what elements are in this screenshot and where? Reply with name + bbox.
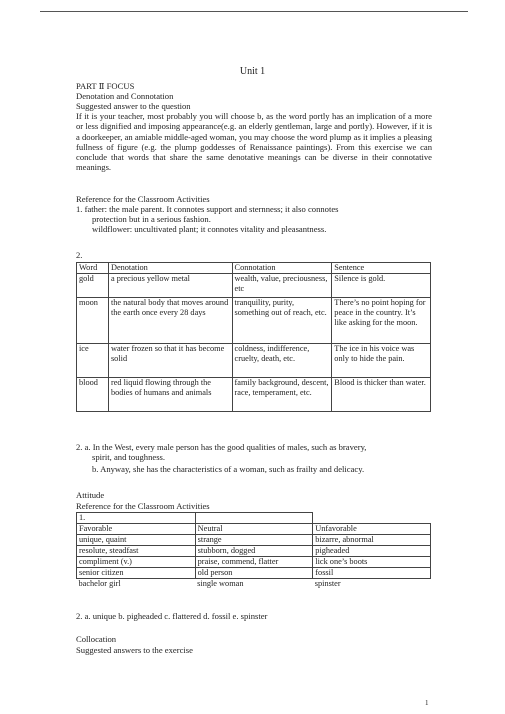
table-header: Neutral	[195, 524, 313, 535]
collocation-heading: Collocation	[76, 634, 117, 644]
table-row	[77, 378, 431, 412]
table-row	[77, 535, 431, 546]
table-cell: moon	[77, 298, 109, 344]
table-cell: wealth, value, preciousness, etc	[232, 274, 332, 298]
table-row	[77, 298, 431, 344]
table-header: Sentence	[332, 263, 431, 274]
answers-line: 2. a. unique b. pigheaded c. flattered d. fossil e. spinster	[76, 611, 268, 621]
table-cell: blood	[77, 378, 109, 412]
table-cell: unique, quaint	[77, 535, 196, 546]
table-cell: coldness, indifference, cruelty, death, etc.	[232, 344, 332, 378]
table-cell: The ice in his voice was only to hide the pain.	[332, 344, 431, 378]
table-cell: water frozen so that it has become solid	[108, 344, 232, 378]
suggested-answer-paragraph: If it is your teacher, most probably you will choose b, as the word portly has an implication of a more or less dignified and imposing appearance(e.g. an elderly gentleman, large and portly). However, if it is a doorkeeper, an amiable middle-aged woman, you may choose the word plump as it implies a pleasing fullness of figure (e.g. the plump goddesses of Renaissance paintings). From this exercise we can conclude that words that share the same denotative meanings can be diverse in their connotative meanings.	[76, 111, 432, 173]
suggested-answer-heading: Suggested answer to the question	[76, 101, 191, 111]
reference-heading-1: Reference for the Classroom Activities	[76, 194, 210, 204]
table-number-row	[77, 513, 431, 524]
page-title: Unit 1	[239, 66, 266, 77]
table-cell: family background, descent, race, temperament, etc.	[232, 378, 332, 412]
table-cell-empty	[313, 513, 431, 524]
table-cell: single woman	[197, 579, 244, 588]
item2-label: 2.	[76, 250, 83, 260]
table-cell: Blood is thicker than water.	[332, 378, 431, 412]
table-cell-empty	[195, 513, 313, 524]
table-cell: There’s no point hoping for peace in the country. It’s like asking for the moon.	[332, 298, 431, 344]
page-number: 1	[425, 699, 429, 707]
table-row	[77, 557, 431, 568]
table-cell: resolute, steadfast	[77, 546, 196, 557]
item2a-line1: 2. a. In the West, every male person has the good qualities of males, such as bravery,	[76, 442, 367, 452]
header-rule	[40, 11, 468, 12]
item2a-line2: spirit, and toughness.	[92, 452, 166, 462]
table-cell: gold	[77, 274, 109, 298]
table-cell: stubborn, dogged	[195, 546, 313, 557]
table-cell: compliment (v.)	[77, 557, 196, 568]
table-cell: strange	[195, 535, 313, 546]
table-header-row	[77, 263, 431, 274]
denotation-connotation-table	[76, 262, 431, 412]
table-cell: fossil	[313, 568, 431, 579]
collocation-subheading: Suggested answers to the exercise	[76, 645, 193, 655]
table-header: Favorable	[77, 524, 196, 535]
attitude-heading: Attitude	[76, 490, 105, 500]
table-cell: red liquid flowing through the bodies of humans and animals	[108, 378, 232, 412]
table-cell: bizarre, abnormal	[313, 535, 431, 546]
table-header: Unfavorable	[313, 524, 431, 535]
item1-line3: wildflower: uncultivated plant; it connotes vitality and pleasantness.	[92, 224, 327, 234]
item2b: b. Anyway, she has the characteristics of a woman, such as frailty and delicacy.	[92, 464, 365, 474]
table-row	[77, 546, 431, 557]
table-cell: pigheaded	[313, 546, 431, 557]
table-cell: ice	[77, 344, 109, 378]
table-cell: old person	[195, 568, 313, 579]
table-cell: praise, commend, flatter	[195, 557, 313, 568]
table-cell: lick one’s boots	[313, 557, 431, 568]
attitude-table	[76, 512, 431, 589]
table-header: Denotation	[108, 263, 232, 274]
denotation-heading: Denotation and Connotation	[76, 91, 174, 101]
item1-line2: protection but in a serious fashion.	[92, 214, 211, 224]
table-cell: bachelor girl	[78, 579, 121, 588]
table-header: Word	[77, 263, 109, 274]
table-cell: tranquility, purity, something out of reach, etc.	[232, 298, 332, 344]
reference-heading-2: Reference for the Classroom Activities	[76, 501, 210, 511]
part-heading: PART Ⅱ FOCUS	[76, 81, 135, 91]
table-header: Connotation	[232, 263, 332, 274]
table-header-row	[77, 524, 431, 535]
item1-line1: 1. father: the male parent. It connotes support and sternness; it also connotes	[76, 204, 339, 214]
table-row	[77, 579, 431, 590]
table-cell: a precious yellow metal	[108, 274, 232, 298]
table-row	[77, 344, 431, 378]
table-cell: Silence is gold.	[332, 274, 431, 298]
table-row	[77, 568, 431, 579]
table-cell: senior citizen	[77, 568, 196, 579]
table-cell: the natural body that moves around the earth once every 28 days	[108, 298, 232, 344]
table-number: 1.	[77, 513, 196, 524]
table-cell: spinster	[314, 579, 341, 588]
table-row	[77, 274, 431, 298]
